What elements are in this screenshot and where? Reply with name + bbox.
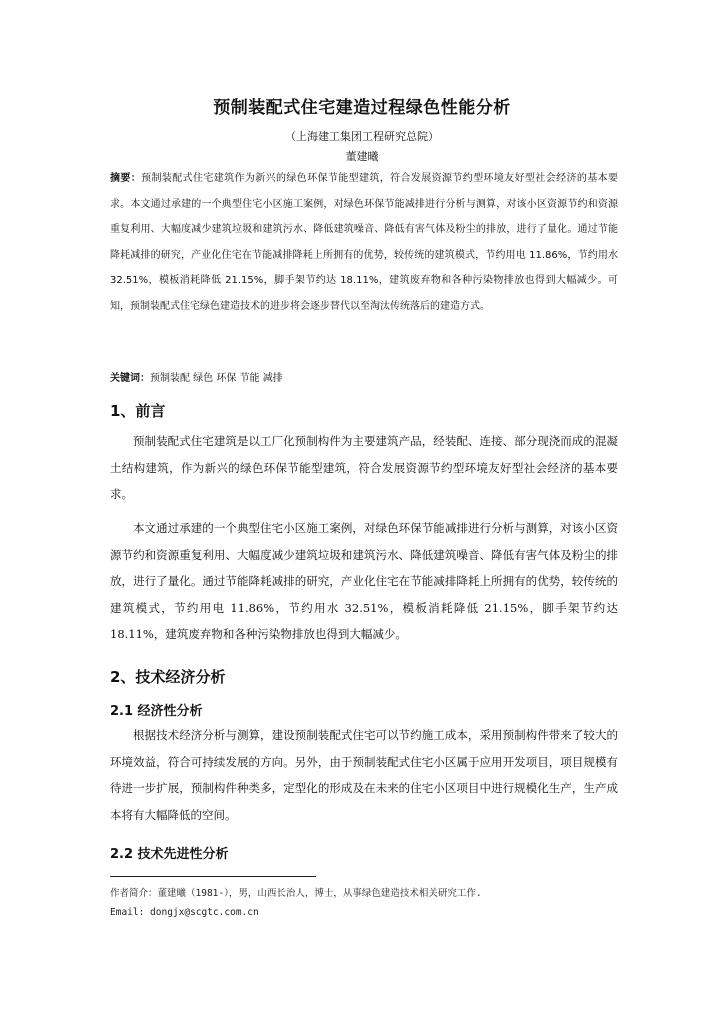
footnote-divider bbox=[110, 876, 316, 877]
section-2-heading: 2、技术经济分析 bbox=[110, 668, 226, 686]
footnote-author-bio: 作者简介：董建曦（1981-），男，山西长治人，博士，从事绿色建造技术相关研究工作. bbox=[110, 888, 482, 899]
keywords-label: 关键词： bbox=[110, 373, 150, 384]
abstract bbox=[110, 166, 618, 320]
keywords-text: 预制装配 绿色 环保 节能 减排 bbox=[150, 373, 283, 384]
paper-title: 预制装配式住宅建造过程绿色性能分析 bbox=[213, 98, 511, 118]
footnote-email: Email: dongjx@scgtc.com.cn bbox=[110, 907, 259, 918]
section-1-paragraph-1: 预制装配式住宅建筑是以工厂化预制构件为主要建筑产品，经装配、连接、部分现浇而成的混凝土结构建筑，作为新兴的绿色环保节能型建筑，符合发展资源节约型环境友好型社会经济的基本要求。 bbox=[110, 434, 618, 502]
abstract-label: 摘要： bbox=[110, 173, 142, 184]
section-2-1-heading: 2.1 经济性分析 bbox=[110, 704, 203, 719]
section-1-heading: 1、前言 bbox=[110, 402, 166, 420]
author-name: 董建曦 bbox=[345, 150, 379, 163]
author-affiliation: （上海建工集团工程研究总院） bbox=[285, 130, 439, 143]
section-1-paragraph-2: 本文通过承建的一个典型住宅小区施工案例，对绿色环保节能减排进行分析与测算，对该小区资源节约和资源重复利用、大幅度减少建筑垃圾和建筑污水、降低建筑噪音、降低有害气体及粉尘的排放，进行了量化。通过节能降耗减排的研究，产业化住宅在节能减排降耗上所拥有的优势，较传统的建筑模式，节约用电 11.86%，节约用水 32.51%，模板消耗降低 21.15%，脚手架节约达 18.11%，建筑废弃物和各种污染物排放也得到大幅减少。 bbox=[110, 521, 618, 642]
abstract-text: 预制装配式住宅建筑作为新兴的绿色环保节能型建筑，符合发展资源节约型环境友好型社会经济的基本要求。本文通过承建的一个典型住宅小区施工案例，对绿色环保节能减排进行分析与测算，对该小区资源节约和资源重复利用、大幅度减少建筑垃圾和建筑污水、降低建筑噪音、降低有害气体及粉尘的排放，进行了量化。通过节能降耗减排的研究，产业化住宅在节能减排降耗上所拥有的优势，较传统的建筑模式，节约用电 11.86%，节约用水 32.51%，模板消耗降低 21.15%，脚手架节约达 18.11%，建筑废弃物和各种污染物排放也得到大幅减少。可知，预制装配式住宅绿色建造技术的进步将会逐步替代以至淘汰传统落后的建造方式。 bbox=[110, 173, 618, 312]
keywords bbox=[110, 369, 618, 384]
section-2-1-paragraph: 根据技术经济分析与测算，建设预制装配式住宅可以节约施工成本，采用预制构件带来了较大的环境效益，符合可持续发展的方向。另外，由于预制装配式住宅小区属于应用开发项目，项目规模有待进一步扩展，预制构件种类多，定型化的形成及在未来的住宅小区项目中进行规模化生产，生产成本将有大幅降低的空间。 bbox=[110, 728, 618, 822]
section-2-2-heading: 2.2 技术先进性分析 bbox=[110, 847, 229, 862]
